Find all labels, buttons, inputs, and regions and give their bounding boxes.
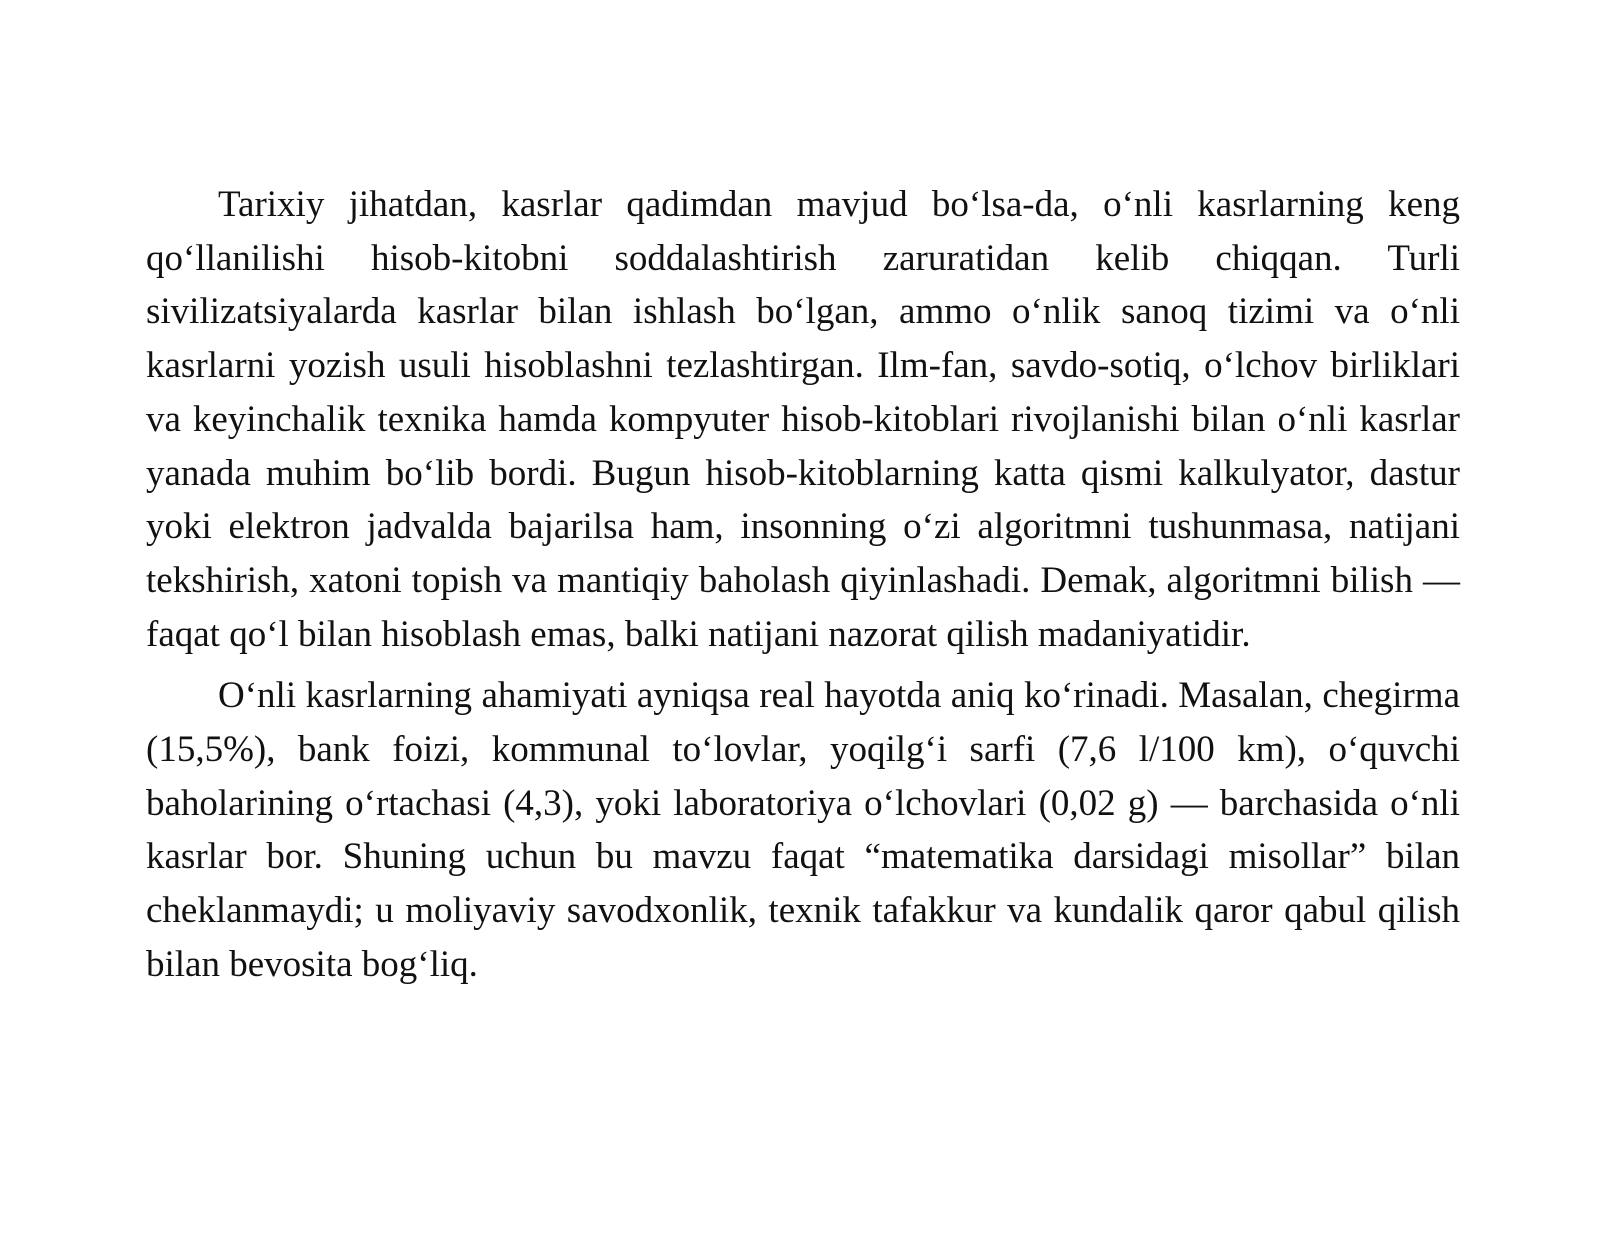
paragraph-real-life: O‘nli kasrlarning ahamiyati ayniqsa real hayotda aniq ko‘rinadi. Masalan, chegirma (15,5%), bank foizi, kommunal to‘lovlar, yoqilg‘i sarfi (7,6 l/100 km), o‘quvchi baholarining o‘rtachasi (4,3), yoki laboratoriya o‘lchovlari (0,02 g) — barchasida o‘nli kasrlar bor. Shuning uchun bu mavzu faqat “matematika darsidagi misollar” bilan cheklanmaydi; u moliyaviy savodxonlik, texnik tafakkur va kundalik qaror qabul qilish bilan bevosita bog‘liq. [146, 675, 1460, 985]
document-body [146, 178, 1460, 992]
paragraph-history: Tarixiy jihatdan, kasrlar qadimdan mavjud bo‘lsa-da, o‘nli kasrlarning keng qo‘llanilishi hisob-kitobni soddalashtirish zaruratidan kelib chiqqan. Turli sivilizatsiyalarda kasrlar bilan ishlash bo‘lgan, ammo o‘nlik sanoq tizimi va o‘nli kasrlarni yozish usuli hisoblashni tezlashtirgan. Ilm-fan, savdo-sotiq, o‘lchov birliklari va keyinchalik texnika hamda kompyuter hisob-kitoblari rivojlanishi bilan o‘nli kasrlar yanada muhim bo‘lib bordi. Bugun hisob-kitoblarning katta qismi kalkulyator, dastur yoki elektron jadvalda bajarilsa ham, insonning o‘zi algoritmni tushunmasa, natijani tekshirish, xatoni topish va mantiqiy baholash qiyinlashadi. Demak, algoritmni bilish — faqat qo‘l bilan hisoblash emas, balki natijani nazorat qilish madaniyatidir. [146, 184, 1460, 655]
